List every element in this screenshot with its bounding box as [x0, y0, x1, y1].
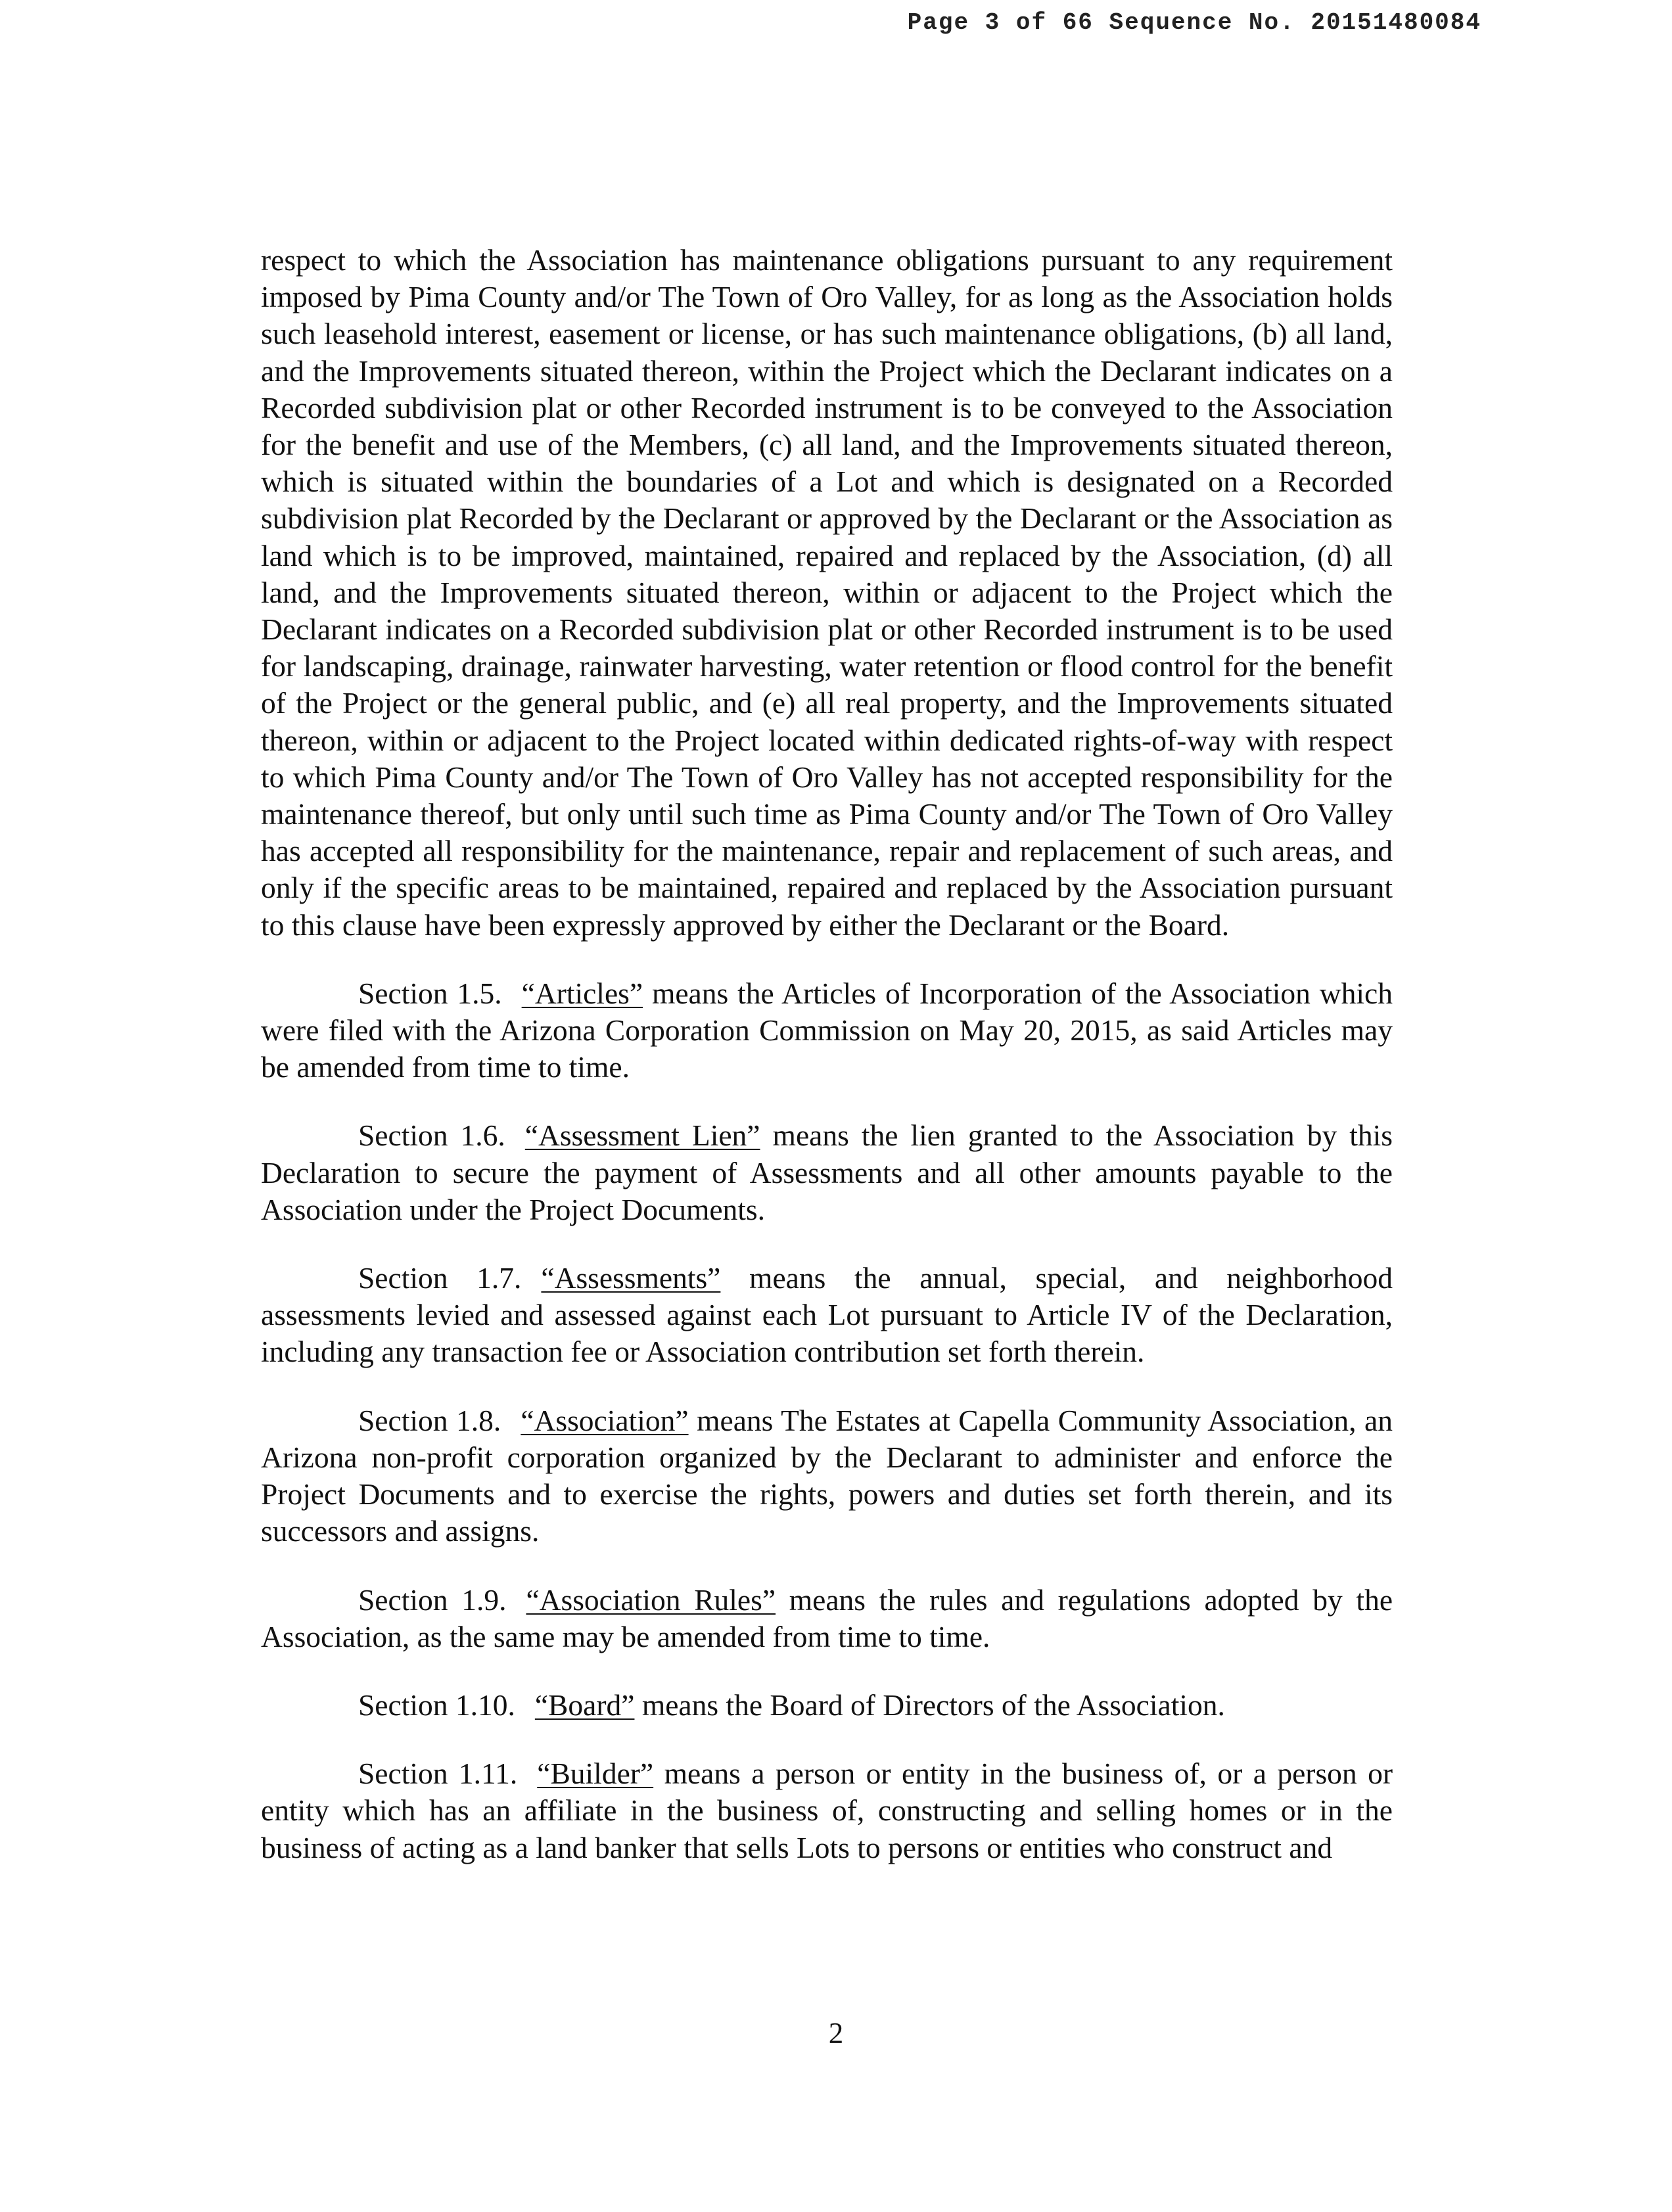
section-number: Section 1.9. [358, 1582, 507, 1617]
document-body [261, 242, 1393, 1898]
intro-paragraph: respect to which the Association has maintenance obligations pursuant to any requirement imposed by Pima County and/or The Town of Oro Valley, for as long as the Association holds such leasehold interest, easement or license, or has such maintenance obligations, (b) all land, and the Improvements situated thereon, within the Project which the Declarant indicates on a Recorded subdivision plat or other Recorded instrument is to be conveyed to the Association for the benefit and use of the Members, (c) all land, and the Improvements situated thereon, which is situated within the boundaries of a Lot and which is designated on a Recorded subdivision plat Recorded by the Declarant or approved by the Declarant or the Association as land which is to be improved, maintained, repaired and replaced by the Association, (d) all land, and the Improvements situated thereon, within or adjacent to the Project which the Declarant indicates on a Recorded subdivision plat or other Recorded instrument is to be used for landscaping, drainage, rainwater harvesting, water retention or flood control for the benefit of the Project or the general public, and (e) all real property, and the Improvements situated thereon, within or adjacent to the Project located within dedicated rights-of-way with respect to which Pima County and/or The Town of Oro Valley has not accepted responsibility for the maintenance thereof, but only until such time as Pima County and/or The Town of Oro Valley has accepted all responsibility for the maintenance, repair and replacement of such areas, and only if the specific areas to be maintained, repaired and replaced by the Association pursuant to this clause have been expressly approved by either the Declarant or the Board. [261, 243, 1393, 942]
section-1-8 [261, 1402, 1393, 1550]
defined-term: “Association Rules” [526, 1582, 776, 1617]
section-1-5 [261, 975, 1393, 1086]
section-text: means the Board of Directors of the Association. [641, 1688, 1225, 1722]
defined-term: “Articles” [521, 976, 643, 1010]
defined-term: “Board” [534, 1688, 635, 1722]
section-number: Section 1.5. [358, 976, 502, 1010]
section-number: Section 1.7. [358, 1261, 522, 1295]
section-1-6 [261, 1117, 1393, 1228]
section-text: means the rules and regulations adopted by the Association, as the same may be amended from time to time. [261, 1582, 1393, 1653]
section-number: Section 1.10. [358, 1688, 515, 1722]
section-text: means the annual, special, and neighborhood assessments levied and assessed against each Lot pursuant to Article IV of the Declaration, including any transaction fee or Association contribution set forth therein. [261, 1261, 1393, 1369]
section-1-9 [261, 1582, 1393, 1655]
defined-term: “Assessments” [541, 1261, 721, 1295]
section-number: Section 1.11. [358, 1757, 518, 1791]
section-text: means The Estates at Capella Community Association, an Arizona non-profit corporation organized by the Declarant to administer and enforce the Project Documents and to exercise the rights, powers and duties set forth therein, and its successors and assigns. [261, 1403, 1393, 1548]
defined-term: “Assessment Lien” [524, 1118, 760, 1153]
defined-term: “Builder” [537, 1757, 654, 1791]
page-number: 2 [828, 2017, 844, 2050]
section-text: means the Articles of Incorporation of the Association which were filed with the Arizona Corporation Commission on May 20, 2015, as said Articles may be amended from time to time. [261, 976, 1393, 1084]
section-text: means a person or entity in the business of, or a person or entity which has an affiliate in the business of, constructing and selling homes or in the business of acting as a land banker that sells Lots to persons or entities who construct and [261, 1757, 1393, 1864]
defined-term: “Association” [521, 1403, 689, 1437]
section-1-10 [261, 1687, 1393, 1724]
section-text: means the lien granted to the Association by this Declaration to secure the payment of Assessments and all other amounts payable to the Association under the Project Documents. [261, 1118, 1393, 1226]
section-1-11 [261, 1755, 1393, 1866]
section-number: Section 1.8. [358, 1403, 501, 1437]
recording-stamp: Page 3 of 66 Sequence No. 20151480084 [907, 9, 1481, 36]
section-1-7 [261, 1260, 1393, 1371]
section-number: Section 1.6. [358, 1118, 505, 1153]
